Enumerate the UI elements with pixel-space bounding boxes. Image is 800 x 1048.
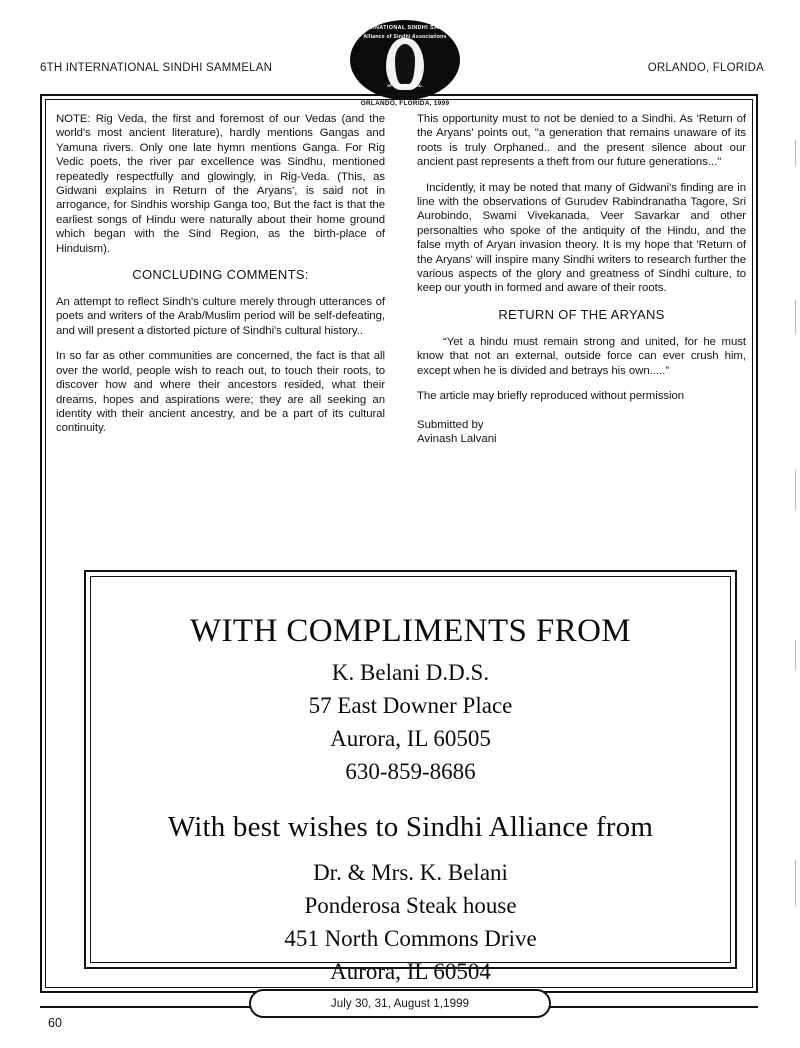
- submitted-by-label: Submitted by: [417, 418, 484, 431]
- ad-dentist-street: 57 East Downer Place: [308, 693, 513, 718]
- footer-rule-left: [40, 1006, 251, 1008]
- scan-artifact: [795, 640, 796, 670]
- opportunity-paragraph: This opportunity must to not be denied to a Sindhi. As 'Return of the Aryans' points out, "a generation that remains unaware of its roots is truly Orphaned.. and the present silence about our ancient past represents a theft from our future generations...": [417, 113, 746, 169]
- emblem-arc-top-second-text: Alliance of Sindhi Associations: [363, 34, 447, 40]
- aryans-quotation: “Yet a hindu must remain strong and united, for he must know that not an external, outside force can ever crush him, except when he is divided and betrays his own.....”: [417, 335, 746, 377]
- ad-restaurant-name: Ponderosa Steak house: [304, 893, 517, 918]
- ad-sponsor-name: Dr. & Mrs. K. Belani: [313, 860, 508, 885]
- footer-date-pill: [249, 989, 551, 1018]
- ad-dentist-city: Aurora, IL 60505: [330, 726, 491, 751]
- emblem-arc-top-text: 6th INTERNATIONAL SINDHI SAMMELAN: [345, 25, 465, 31]
- article-columns: [56, 112, 746, 447]
- footer-rule-right: [549, 1006, 758, 1008]
- incidently-paragraph: Incidently, it may be noted that many of Gidwani's finding are in line with the observations of Gurudev Rabindranatha Tagore, Sri Aurobindo, Swami Vivekanada, Veer Savarkar and other personalties who spoke of the antiquity of the Hindu, and the false myth of Aryan invasion theory. It is my hope that 'Return of the Aryans' will inspire many Sindhi writers to research further the various aspects of the glory and greatness of Sindhi culture, to keep our youth in formed and aware of their roots.: [417, 181, 746, 295]
- advertisement-box: [84, 570, 737, 984]
- ad-restaurant-street: 451 North Commons Drive: [284, 926, 537, 951]
- emblem-arc-bottom-text: of America, Inc.: [387, 84, 423, 89]
- right-text-column: [417, 112, 746, 447]
- concluding-paragraph-2: In so far as other communities are concerned, the fact is that all over the world, people wish to reach out, to touch their roots, to discover how and where their ancestors resided, what their dreams, hopes and aspirations were; they are all seeking an identity with their ancient ancestry, and be a part of its cultural continuity.: [56, 350, 385, 435]
- scan-artifact: [795, 470, 796, 510]
- emblem-figure-icon: [386, 38, 424, 90]
- emblem-arc-bottom-second-text: ORLANDO, FLORIDA, 1999: [360, 100, 450, 107]
- submitted-by-name: Avinash Lalvani: [417, 432, 497, 445]
- return-of-the-aryans-heading: RETURN OF THE ARYANS: [498, 306, 665, 322]
- advertisement-inner-frame: [90, 576, 731, 984]
- scan-artifact: [795, 300, 796, 334]
- concluding-paragraph-1: An attempt to reflect Sindh's culture merely through utterances of poets and writers of the Arab/Muslim period will be self-defeating, and will present a distorted picture of Sindhi's cultural history..: [56, 296, 385, 337]
- running-head-right: ORLANDO, FLORIDA: [647, 62, 764, 74]
- page-number: 60: [48, 1016, 62, 1030]
- footer-dates: July 30, 31, August 1,1999: [330, 997, 470, 1010]
- note-paragraph: NOTE: Rig Veda, the first and foremost of our Vedas (and the world's most ancient literature), hardly mentions Gangas and Yamuna rivers. Only one late hymn mentions Ganga. For Rig Vedic poets, the river par excellence was Sindhu, mentioned repeatedly respectfully and glowingly, in Rig-Veda. (This, as Gidwani explains in Return of the Aryans', is said not in arrogance, for Sindhis worship Ganga too, But the fact is that the earliest songs of Hindu were naturally about their home ground which began with the Sind Region, as the birth-place of Hinduism).: [56, 113, 385, 255]
- scan-artifact: [795, 860, 796, 906]
- ad-best-wishes-heading: With best wishes to Sindhi Alliance from: [167, 811, 654, 843]
- ad-restaurant-city: Aurora, IL 60504: [330, 959, 491, 984]
- concluding-comments-heading: CONCLUDING COMMENTS:: [132, 267, 309, 283]
- submission-block: [417, 418, 746, 447]
- ad-compliments-heading: WITH COMPLIMENTS FROM: [189, 613, 632, 649]
- scan-artifact: [795, 140, 796, 166]
- running-head-left: 6TH INTERNATIONAL SINDHI SAMMELAN: [40, 62, 273, 74]
- left-text-column: [56, 112, 385, 447]
- ad-dentist-phone: 630-859-8686: [345, 759, 476, 784]
- ad-dentist-name: K. Belani D.D.S.: [331, 660, 490, 685]
- reproduction-note: The article may briefly reproduced without permission: [417, 390, 685, 403]
